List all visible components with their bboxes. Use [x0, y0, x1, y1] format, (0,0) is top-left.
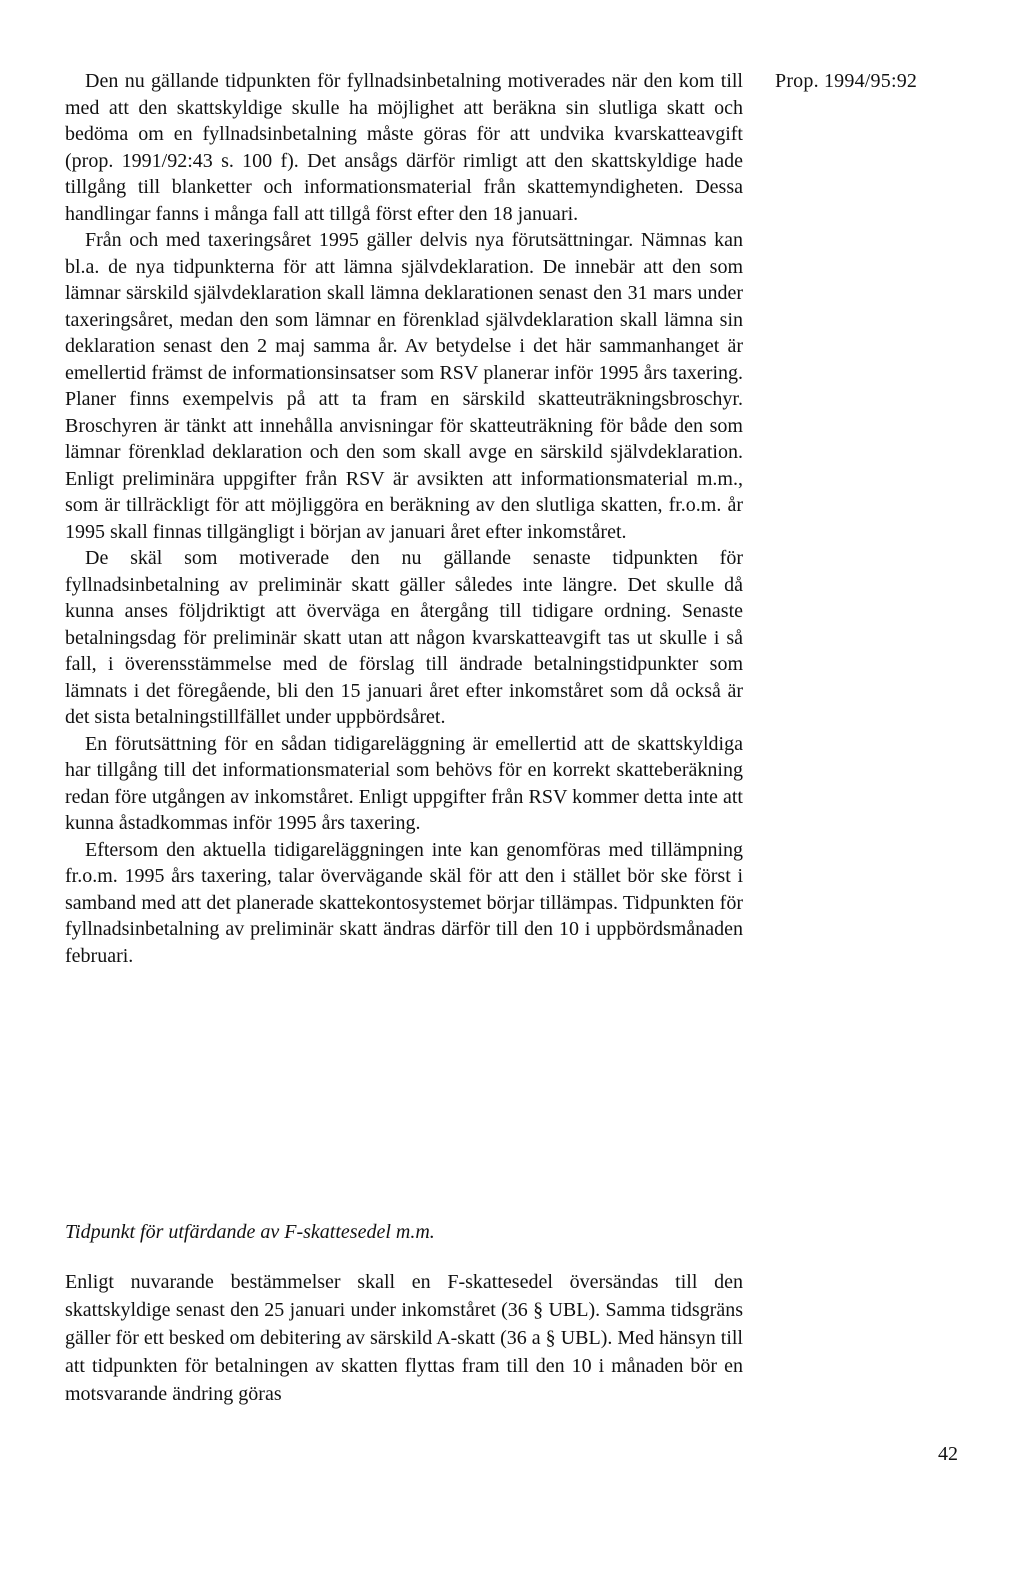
paragraph-1: Den nu gällande tidpunkten för fyllnadsinbetalning motiverades när den kom till med att den skattskyldige skulle ha möjlighet att beräkna sin slutliga skatt och bedöma om en fyllnadsinbetalning måste göras för att undvika kvarskatteavgift (prop. 1991/92:43 s. 100 f). Det ansågs därför rimligt att den skattskyldige hade tillgång till blanketter och informationsmaterial från skattemyndigheten. Dessa handlingar fanns i många fall att tillgå först efter den 18 januari. — [65, 70, 743, 225]
paragraph-3: De skäl som motiverade den nu gällande senaste tidpunkten för fyllnadsinbetalning av preliminär skatt gäller således inte längre. Det skulle då kunna anses följdriktigt att överväga en återgång till tidigare ordning. Senaste betalningsdag för preliminär skatt utan att någon kvarskatteavgift tas ut skulle i så fall, i överensstämmelse med de förslag till ändrade betalningstidpunkter som lämnats i det föregående, bli den 15 januari året efter inkomståret som då också är det sista betalningstillfället under uppbördsåret. — [65, 547, 743, 728]
section-heading: Tidpunkt för utfärdande av F-skattesedel m.m. — [65, 1221, 435, 1243]
paragraph-2: Från och med taxeringsåret 1995 gäller delvis nya förutsättningar. Nämnas kan bl.a. de nya tidpunkterna för att lämna självdeklaration. De innebär att den som lämnar särskild självdeklaration skall lämna deklarationen senast den 31 mars under taxeringsåret, medan den som lämnar en förenklad självdeklaration skall lämna sin deklaration senast den 2 maj samma år. Av betydelse i det här sammanhanget är emellertid främst de informationsinsatser som RSV planerar inför 1995 års taxering. Planer finns exempelvis på att ta fram en särskild skatteuträkningsbroschyr. Broschyren är tänkt att innehålla anvisningar för skatteuträkning för både den som lämnar förenklad deklaration och den som skall avge en särskild självdeklaration. Enligt preliminära uppgifter från RSV är avsikten att informationsmaterial m.m., som är tillräckligt för att möjliggöra en beräkning av den slutliga skatten, fr.o.m. år 1995 skall finnas tillgängligt i början av januari året efter inkomståret. — [65, 229, 743, 543]
paragraph-5: Eftersom den aktuella tidigareläggningen inte kan genomföras med tillämpning fr.o.m. 1995 års taxering, talar övervägande skäl för att den i stället bör ske först i samband med att det planerade skattekontosystemet börjar tillämpas. Tidpunkten för fyllnadsinbetalning av preliminär skatt ändras därför till den 10 i uppbördsmånaden februari. — [65, 838, 743, 967]
section-paragraph: Enligt nuvarande bestämmelser skall en F-skattesedel översändas till den skattskyldige senast den 25 januari under inkomståret (36 § UBL). Samma tidsgräns gäller för ett besked om debitering av särskild A-skatt (36 a § UBL). Med hänsyn till att tidpunkten för betalningen av skatten flyttas fram till den 10 i månaden bör en motsvarande ändring göras — [65, 1271, 743, 1405]
section-f-skattesedel — [65, 1218, 743, 1408]
body-text — [65, 68, 743, 969]
paragraph-4: En förutsättning för en sådan tidigareläggning är emellertid att de skattskyldiga har tillgång till det informationsmaterial som behövs för en korrekt skatteberäkning redan före utgången av inkomståret. Enligt uppgifter från RSV kommer detta inte att kunna åstadkommas inför 1995 års taxering. — [65, 732, 743, 834]
page-number: 42 — [938, 1443, 958, 1465]
proposition-reference: Prop. 1994/95:92 — [775, 70, 918, 92]
